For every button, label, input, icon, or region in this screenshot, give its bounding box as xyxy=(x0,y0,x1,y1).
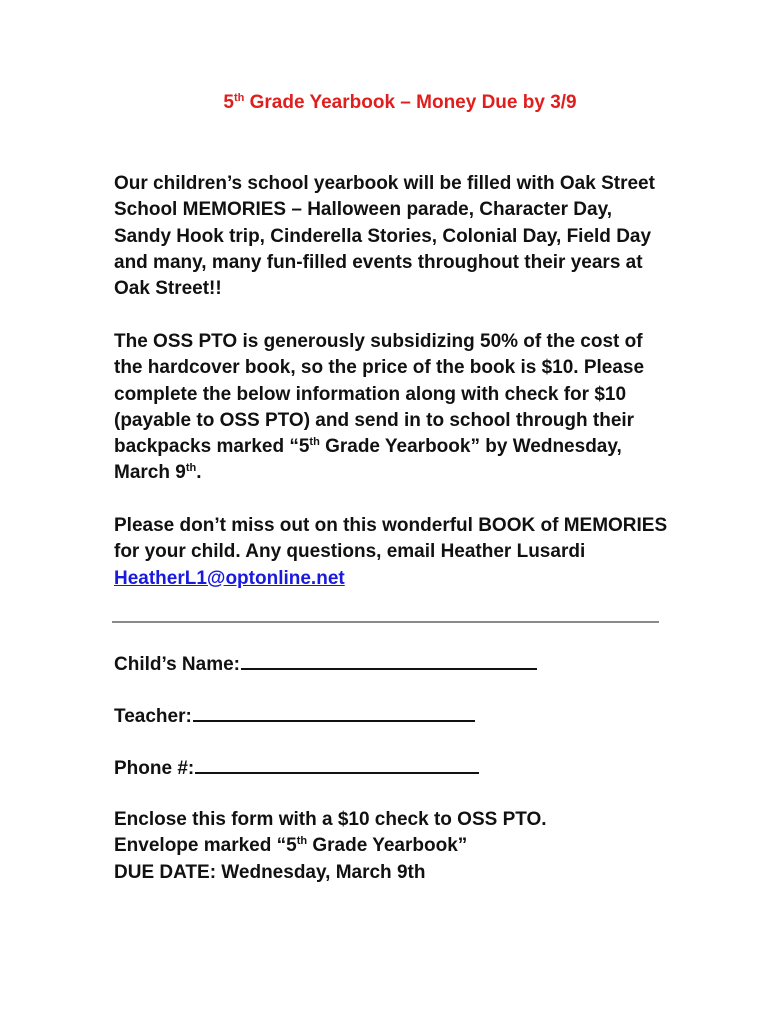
pricing-text-2: Grade Yearbook” by Wednesday, March 9 xyxy=(114,436,622,484)
phone-field xyxy=(114,754,479,780)
teacher-blank[interactable] xyxy=(193,702,475,722)
due-date-line: DUE DATE: Wednesday, March 9th xyxy=(114,861,426,883)
phone-blank[interactable] xyxy=(195,754,479,774)
pricing-superscript-2: th xyxy=(185,462,197,475)
intro-paragraph: Our children’s school yearbook will be filled with Oak Street School MEMORIES – Halloween parade, Character Day, Sandy Hook trip, Cinderella Stories, Colonial Day, Field Day and many, many fun-filled events throughout their years at Oak Street!! xyxy=(114,173,655,300)
teacher-label: Teacher: xyxy=(114,706,192,727)
phone-label: Phone #: xyxy=(114,758,195,779)
email-link[interactable]: HeatherL1@optonline.net xyxy=(114,567,345,589)
title-text: Grade Yearbook – Money Due by 3/9 xyxy=(244,92,577,113)
teacher-field xyxy=(114,702,475,728)
child-name-field xyxy=(114,650,537,676)
child-name-label: Child’s Name: xyxy=(114,654,240,675)
contact-text: Please don’t miss out on this wonderful BOOK of MEMORIES for your child. Any questions, email Heather Lusardi xyxy=(114,515,668,563)
pricing-text-3: . xyxy=(196,462,202,484)
pricing-text-1: The OSS PTO is generously subsidizing 50% of the cost of the hardcover book, so the price of the book is $10. Please complete the below information along with check for $10 (payable to OSS PTO) and send in to school through their backpacks marked “5 xyxy=(114,331,645,458)
closing-line-2-start: Envelope marked “5 xyxy=(114,835,297,857)
page-title xyxy=(0,92,770,114)
closing-line-2-end: Grade Yearbook” xyxy=(307,835,468,857)
closing-line-1: Enclose this form with a $10 check to OSS PTO. xyxy=(114,809,547,830)
pricing-paragraph xyxy=(114,329,674,487)
contact-paragraph xyxy=(114,513,674,592)
title-number: 5 xyxy=(223,92,234,113)
child-name-blank[interactable] xyxy=(241,650,537,670)
pricing-superscript-1: th xyxy=(309,436,320,449)
closing-line-2 xyxy=(114,833,674,859)
closing-instructions xyxy=(114,807,674,886)
closing-line-2-superscript: th xyxy=(296,835,308,848)
title-superscript: th xyxy=(233,92,245,104)
divider-line xyxy=(112,621,659,623)
